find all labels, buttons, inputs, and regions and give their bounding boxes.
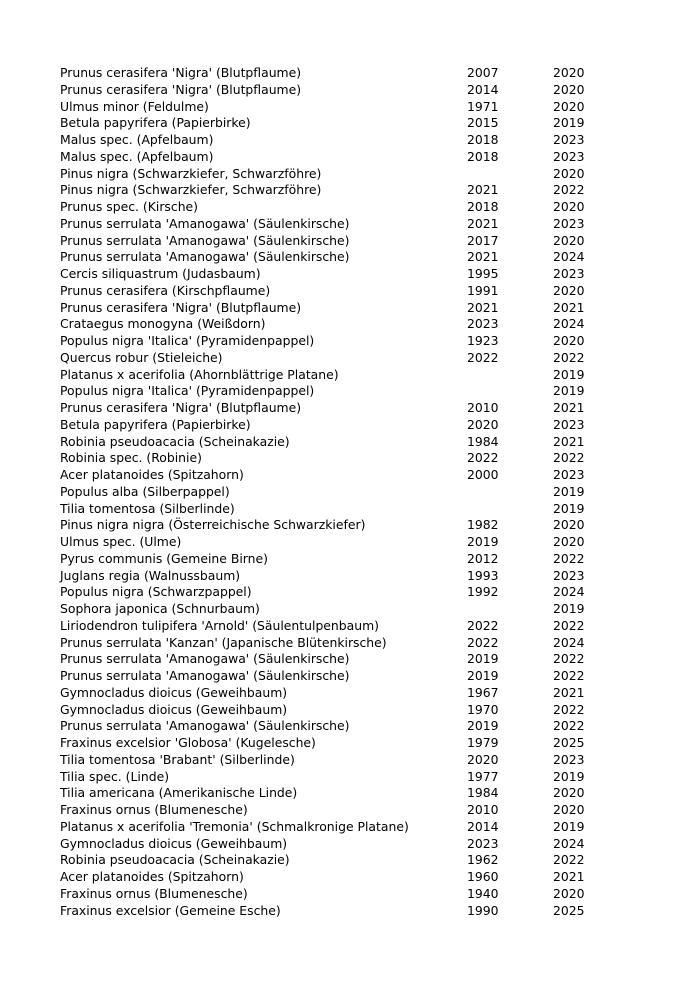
table-row [60, 601, 600, 618]
table-row [60, 886, 600, 903]
year-planted: 2000 [467, 467, 499, 482]
tree-name: Robinia pseudoacacia (Scheinakazie) [60, 433, 290, 449]
table-row [60, 836, 600, 853]
year-planted: 1992 [467, 584, 499, 600]
year-planted: 2022 [467, 634, 499, 650]
tree-name: Ulmus minor (Feldulme) [60, 98, 209, 114]
year-recorded: 2023 [553, 416, 585, 432]
year-planted: 1982 [467, 517, 499, 533]
tree-name: Acer platanoides (Spitzahorn) [60, 869, 244, 884]
table-row [60, 785, 600, 802]
year-recorded: 2020 [553, 232, 585, 248]
tree-name: Pinus nigra (Schwarzkiefer, Schwarzföhre) [60, 182, 322, 198]
tree-name: Pinus nigra (Schwarzkiefer, Schwarzföhre) [60, 165, 322, 181]
year-planted: 1940 [467, 885, 499, 901]
year-recorded: 2020 [553, 199, 585, 214]
tree-name: Robinia pseudoacacia (Scheinakazie) [60, 852, 290, 868]
year-planted: 2015 [467, 115, 499, 131]
tree-name: Betula papyrifera (Papierbirke) [60, 416, 251, 432]
year-planted: 2020 [467, 416, 499, 432]
tree-name: Pyrus communis (Gemeine Birne) [60, 550, 268, 566]
year-recorded: 2020 [553, 98, 585, 114]
year-recorded: 2023 [553, 467, 585, 482]
table-row [60, 249, 600, 266]
tree-name: Prunus cerasifera 'Nigra' (Blutpflaume) [60, 299, 302, 315]
year-recorded: 2019 [553, 818, 585, 834]
year-planted: 2022 [467, 450, 499, 466]
year-recorded: 2023 [553, 132, 585, 147]
year-recorded: 2025 [553, 902, 585, 918]
table-row [60, 417, 600, 434]
year-recorded: 2021 [553, 299, 585, 315]
year-recorded: 2019 [553, 115, 585, 131]
tree-name: Populus nigra 'Italica' (Pyramidenpappel) [60, 333, 315, 348]
year-recorded: 2021 [553, 869, 585, 884]
year-recorded: 2019 [553, 383, 585, 399]
table-row [60, 316, 600, 333]
table-row [60, 668, 600, 685]
tree-name: Prunus serrulata 'Amanogawa' (Säulenkirsche) [60, 668, 350, 683]
year-recorded: 2020 [553, 517, 585, 533]
year-recorded: 2020 [553, 65, 585, 80]
year-planted: 2021 [467, 299, 499, 315]
year-planted: 1967 [467, 684, 499, 700]
tree-name: Prunus serrulata 'Amanogawa' (Säulenkirsche) [60, 718, 350, 734]
year-recorded: 2024 [553, 634, 585, 650]
year-recorded: 2022 [553, 617, 585, 633]
year-recorded: 2020 [553, 885, 585, 901]
table-row [60, 517, 600, 534]
year-planted: 2019 [467, 718, 499, 734]
year-recorded: 2022 [553, 701, 585, 717]
table-row [60, 752, 600, 769]
tree-name: Populus nigra (Schwarzpappel) [60, 584, 252, 600]
table-row [60, 383, 600, 400]
table-row [60, 618, 600, 635]
year-recorded: 2025 [553, 735, 585, 750]
year-recorded: 2022 [553, 550, 585, 566]
tree-name: Gymnocladus dioicus (Geweihbaum) [60, 835, 288, 851]
tree-name: Tilia tomentosa (Silberlinde) [60, 500, 235, 516]
tree-name: Tilia americana (Amerikanische Linde) [60, 785, 298, 801]
year-recorded: 2021 [553, 433, 585, 449]
table-row [60, 869, 600, 886]
year-planted: 2010 [467, 802, 499, 817]
table-row [60, 484, 600, 501]
tree-table [60, 65, 600, 919]
year-recorded: 2022 [553, 182, 585, 198]
table-row [60, 635, 600, 652]
tree-name: Quercus robur (Stieleiche) [60, 349, 223, 365]
year-planted: 1990 [467, 902, 499, 918]
year-planted: 2023 [467, 316, 499, 332]
year-recorded: 2019 [553, 601, 585, 616]
tree-name: Prunus cerasifera 'Nigra' (Blutpflaume) [60, 81, 302, 97]
year-recorded: 2020 [553, 802, 585, 817]
year-planted: 2014 [467, 818, 499, 834]
table-row [60, 584, 600, 601]
year-recorded: 2023 [553, 148, 585, 164]
tree-name: Populus alba (Silberpappel) [60, 483, 230, 499]
year-recorded: 2021 [553, 684, 585, 700]
tree-name: Fraxinus ornus (Blumenesche) [60, 885, 248, 901]
year-planted: 1984 [467, 785, 499, 801]
tree-name: Tilia tomentosa 'Brabant' (Silberlinde) [60, 751, 295, 767]
year-recorded: 2022 [553, 668, 585, 683]
year-planted: 1993 [467, 567, 499, 583]
table-row [60, 350, 600, 367]
year-planted: 2019 [467, 651, 499, 667]
table-row [60, 568, 600, 585]
table-row [60, 450, 600, 467]
tree-name: Gymnocladus dioicus (Geweihbaum) [60, 684, 288, 700]
year-recorded: 2020 [553, 534, 585, 549]
table-row [60, 501, 600, 518]
tree-name: Prunus serrulata 'Amanogawa' (Säulenkirsche) [60, 651, 350, 667]
year-recorded: 2020 [553, 282, 585, 298]
year-planted: 2018 [467, 132, 499, 147]
year-recorded: 2020 [553, 333, 585, 348]
year-planted: 1960 [467, 869, 499, 884]
table-row [60, 735, 600, 752]
year-planted: 2022 [467, 617, 499, 633]
year-planted: 2022 [467, 349, 499, 365]
tree-name: Malus spec. (Apfelbaum) [60, 148, 214, 164]
table-row [60, 233, 600, 250]
tree-name: Malus spec. (Apfelbaum) [60, 132, 214, 147]
table-row [60, 216, 600, 233]
tree-name: Betula papyrifera (Papierbirke) [60, 115, 251, 131]
year-planted: 1962 [467, 852, 499, 868]
year-recorded: 2019 [553, 483, 585, 499]
tree-name: Prunus spec. (Kirsche) [60, 199, 199, 214]
year-planted: 2019 [467, 534, 499, 549]
table-row [60, 65, 600, 82]
tree-name: Prunus cerasifera 'Nigra' (Blutpflaume) [60, 400, 302, 415]
tree-name: Prunus cerasifera (Kirschpflaume) [60, 282, 271, 298]
tree-name: Liriodendron tulipifera 'Arnold' (Säulentulpenbaum) [60, 617, 379, 633]
year-recorded: 2022 [553, 349, 585, 365]
table-row [60, 819, 600, 836]
year-planted: 2017 [467, 232, 499, 248]
year-recorded: 2022 [553, 651, 585, 667]
tree-name: Ulmus spec. (Ulme) [60, 534, 182, 549]
tree-name: Prunus serrulata 'Kanzan' (Japanische Blütenkirsche) [60, 634, 387, 650]
year-planted: 1977 [467, 768, 499, 784]
table-row [60, 903, 600, 920]
table-row [60, 651, 600, 668]
table-row [60, 82, 600, 99]
table-row [60, 467, 600, 484]
table-row [60, 718, 600, 735]
table-row [60, 852, 600, 869]
tree-name: Prunus serrulata 'Amanogawa' (Säulenkirsche) [60, 232, 350, 248]
year-recorded: 2024 [553, 584, 585, 600]
table-row [60, 702, 600, 719]
table-row [60, 434, 600, 451]
table-row [60, 367, 600, 384]
table-row [60, 132, 600, 149]
table-row [60, 115, 600, 132]
table-row [60, 685, 600, 702]
tree-name: Prunus serrulata 'Amanogawa' (Säulenkirsche) [60, 215, 350, 231]
year-recorded: 2020 [553, 81, 585, 97]
year-recorded: 2023 [553, 215, 585, 231]
year-planted: 2007 [467, 65, 499, 80]
table-row [60, 333, 600, 350]
year-planted: 1979 [467, 735, 499, 750]
year-recorded: 2024 [553, 835, 585, 851]
table-row [60, 199, 600, 216]
year-recorded: 2020 [553, 785, 585, 801]
table-row [60, 166, 600, 183]
tree-name: Platanus x acerifolia (Ahornblättrige Platane) [60, 366, 339, 382]
year-planted: 2021 [467, 249, 499, 265]
tree-name: Crataegus monogyna (Weißdorn) [60, 316, 266, 332]
year-recorded: 2019 [553, 366, 585, 382]
year-planted: 1923 [467, 333, 499, 348]
year-recorded: 2019 [553, 768, 585, 784]
tree-name: Sophora japonica (Schnurbaum) [60, 601, 260, 616]
year-planted: 2018 [467, 148, 499, 164]
year-planted: 2021 [467, 182, 499, 198]
year-planted: 1995 [467, 266, 499, 281]
table-row [60, 534, 600, 551]
tree-name: Juglans regia (Walnussbaum) [60, 567, 241, 583]
year-planted: 2018 [467, 199, 499, 214]
tree-name: Platanus x acerifolia 'Tremonia' (Schmalkronige Platane) [60, 818, 409, 834]
tree-name: Acer platanoides (Spitzahorn) [60, 467, 244, 482]
year-planted: 1991 [467, 282, 499, 298]
year-recorded: 2022 [553, 450, 585, 466]
table-row [60, 182, 600, 199]
year-planted: 2019 [467, 668, 499, 683]
year-recorded: 2023 [553, 567, 585, 583]
tree-name: Robinia spec. (Robinie) [60, 450, 202, 466]
table-row [60, 802, 600, 819]
table-row [60, 400, 600, 417]
year-recorded: 2023 [553, 266, 585, 281]
year-planted: 2012 [467, 550, 499, 566]
year-recorded: 2022 [553, 718, 585, 734]
tree-name: Cercis siliquastrum (Judasbaum) [60, 266, 261, 281]
year-recorded: 2019 [553, 500, 585, 516]
year-planted: 2021 [467, 215, 499, 231]
table-row [60, 551, 600, 568]
table-row [60, 283, 600, 300]
year-planted: 2010 [467, 400, 499, 415]
table-row [60, 266, 600, 283]
tree-name: Tilia spec. (Linde) [60, 768, 170, 784]
tree-name: Prunus cerasifera 'Nigra' (Blutpflaume) [60, 65, 302, 80]
tree-name: Populus nigra 'Italica' (Pyramidenpappel) [60, 383, 315, 399]
tree-name: Fraxinus excelsior (Gemeine Esche) [60, 902, 281, 918]
table-row [60, 300, 600, 317]
tree-name: Gymnocladus dioicus (Geweihbaum) [60, 701, 288, 717]
year-recorded: 2024 [553, 316, 585, 332]
year-planted: 2023 [467, 835, 499, 851]
tree-name: Fraxinus excelsior 'Globosa' (Kugelesche) [60, 735, 316, 750]
table-row [60, 769, 600, 786]
year-recorded: 2023 [553, 751, 585, 767]
year-recorded: 2024 [553, 249, 585, 265]
year-planted: 1971 [467, 98, 499, 114]
tree-name: Pinus nigra nigra (Österreichische Schwarzkiefer) [60, 517, 366, 533]
year-recorded: 2022 [553, 852, 585, 868]
year-planted: 1984 [467, 433, 499, 449]
tree-name: Prunus serrulata 'Amanogawa' (Säulenkirsche) [60, 249, 350, 265]
year-planted: 2020 [467, 751, 499, 767]
year-recorded: 2020 [553, 165, 585, 181]
year-planted: 2014 [467, 81, 499, 97]
table-row [60, 99, 600, 116]
year-recorded: 2021 [553, 400, 585, 415]
table-row [60, 149, 600, 166]
tree-name: Fraxinus ornus (Blumenesche) [60, 802, 248, 817]
year-planted: 1970 [467, 701, 499, 717]
